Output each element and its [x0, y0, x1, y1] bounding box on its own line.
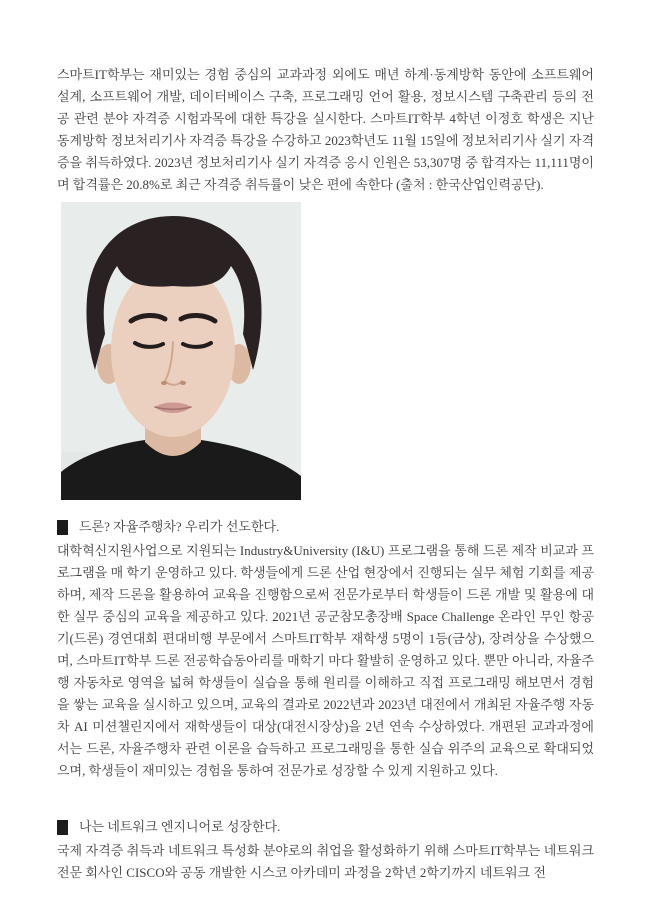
- article-content: [57, 64, 594, 884]
- section-heading-drone: [57, 516, 594, 538]
- right-nostril: [180, 381, 186, 385]
- left-nostril: [161, 381, 167, 385]
- square-bullet-icon: [57, 520, 68, 535]
- square-bullet-icon: [57, 820, 68, 835]
- student-portrait-photo: [61, 202, 301, 500]
- section-heading-network: [57, 816, 594, 838]
- student-portrait-illustration: [61, 202, 301, 500]
- section-heading-text: 나는 네트워크 엔지니어로 성장한다.: [79, 819, 281, 834]
- section-heading-text: 드론? 자율주행차? 우리가 선도한다.: [79, 519, 280, 534]
- section-body-drone: 대학혁신지원사업으로 지원되는 Industry&University (I&U) 프로그램을 통해 드론 제작 비교과 프로그램을 매 학기 운영하고 있다. 학생들에게 드론 산업 현장에서 진행되는 실무 체험 기회를 제공하며, 제작 드론을 활용하여 교육을 진행함으로써 전문가로부터 학생들이 드론 개발 및 활용에 대한 실무 중심의 교육을 제공하고 있다. 2021년 공군참모총장배 Space Challenge 온라인 무인 항공기(드론) 경연대회 편대비행 부문에서 스마트IT학부 재학생 5명이 1등(금상), 장려상을 수상했으며, 스마트IT학부 드론 전공학습동아리를 매학기 마다 활발히 운영하고 있다. 뿐만 아니라, 자율주행 자동차로 영역을 넓혀 학생들이 실습을 통해 원리를 이해하고 직접 프로그래밍 해보면서 경험을 쌓는 교육을 실시하고 있으며, 교육의 결과로 2022년과 2023년 대전에서 개최된 자율주행 자동차 AI 미션챌린지에서 재학생들이 대상(대전시장상)을 2년 연속 수상하였다. 개편된 교과과정에서는 드론, 자율주행차 관련 이론을 습득하고 프로그래밍을 통한 실습 위주의 교육으로 확대되었으며, 학생들이 재미있는 경험을 통하여 전문가로 성장할 수 있게 지원하고 있다.: [57, 543, 594, 778]
- section-body-network: 국제 자격증 취득과 네트워크 특성화 분야로의 취업을 활성화하기 위해 스마트IT학부는 네트워크 전문 회사인 CISCO와 공동 개발한 시스코 아카데미 과정을 2학년 2학기까지 네트워크 전: [57, 843, 594, 880]
- intro-paragraph: 스마트IT학부는 재미있는 경험 중심의 교과과정 외에도 매년 하계·동계방학 동안에 소프트웨어 설계, 소프트웨어 개발, 데이터베이스 구축, 프로그래밍 언어 활용, 정보시스템 구축관리 등의 전공 관련 분야 자격증 시험과목에 대한 특강을 실시한다. 스마트IT학부 4학년 이정호 학생은 지난 동계방학 정보처리기사 자격증 특강을 수강하고 2023학년도 11월 15일에 정보처리기사 실기 자격증을 취득하였다. 2023년 정보처리기사 실기 자격증 응시 인원은 53,307명 중 합격자는 11,111명이며 합격률은 20.8%로 최근 자격증 취득률이 낮은 편에 속한다 (출처 : 한국산업인력공단).: [57, 67, 594, 192]
